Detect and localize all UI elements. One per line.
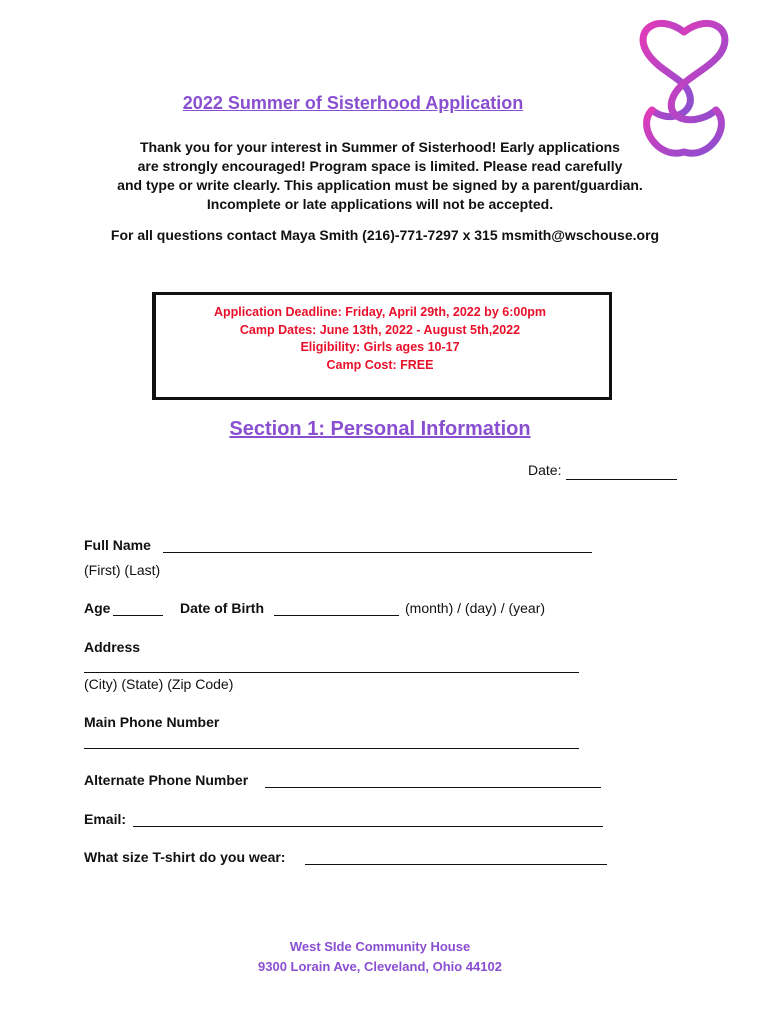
footer-org: West SIde Community House <box>289 939 471 954</box>
date-field[interactable] <box>566 479 677 480</box>
tshirt-label: What size T-shirt do you wear: <box>84 849 286 865</box>
email-field[interactable] <box>133 826 603 827</box>
address-hint: (City) (State) (Zip Code) <box>84 676 234 692</box>
footer <box>0 937 760 977</box>
dob-label: Date of Birth <box>180 600 264 616</box>
intro-line: Incomplete or late applications will not be accepted. <box>206 196 554 212</box>
camp-dates-text: Camp Dates: June 13th, 2022 - August 5th,2022 <box>239 322 521 337</box>
full-name-hint: (First) (Last) <box>84 562 161 578</box>
section-title: Section 1: Personal Information <box>229 418 531 440</box>
footer-address: 9300 Lorain Ave, Cleveland, Ohio 44102 <box>258 959 502 974</box>
tshirt-field[interactable] <box>305 864 607 865</box>
address-label: Address <box>84 639 141 655</box>
full-name-field[interactable] <box>163 552 592 553</box>
dob-field[interactable] <box>274 615 399 616</box>
intro-line: Thank you for your interest in Summer of Sisterhood! Early applications <box>140 139 620 155</box>
intro-line: and type or write clearly. This application must be signed by a parent/guardian. <box>117 177 643 193</box>
deadline-text: Application Deadline: Friday, April 29th, 2022 by 6:00pm <box>213 305 547 319</box>
alt-phone-label: Alternate Phone Number <box>84 772 249 788</box>
address-field[interactable] <box>84 672 579 673</box>
age-label: Age <box>84 600 111 616</box>
page-title: 2022 Summer of Sisterhood Application <box>182 93 524 113</box>
cost-text: Camp Cost: FREE <box>326 357 434 372</box>
age-field[interactable] <box>113 615 163 616</box>
email-label: Email: <box>84 811 127 827</box>
intro-text <box>60 138 700 214</box>
intro-line: are strongly encouraged! Program space is limited. Please read carefully <box>137 158 623 174</box>
alt-phone-field[interactable] <box>265 787 601 788</box>
info-box-text <box>152 304 608 374</box>
eligibility-text: Eligibility: Girls ages 10-17 <box>300 340 460 354</box>
main-phone-field[interactable] <box>84 748 579 749</box>
contact-info: For all questions contact Maya Smith (216)-771-7297 x 315 msmith@wschouse.org <box>110 227 660 243</box>
main-phone-label: Main Phone Number <box>84 714 220 730</box>
date-label: Date: <box>528 462 562 478</box>
full-name-label: Full Name <box>84 537 151 553</box>
dob-hint: (month) / (day) / (year) <box>405 600 546 616</box>
